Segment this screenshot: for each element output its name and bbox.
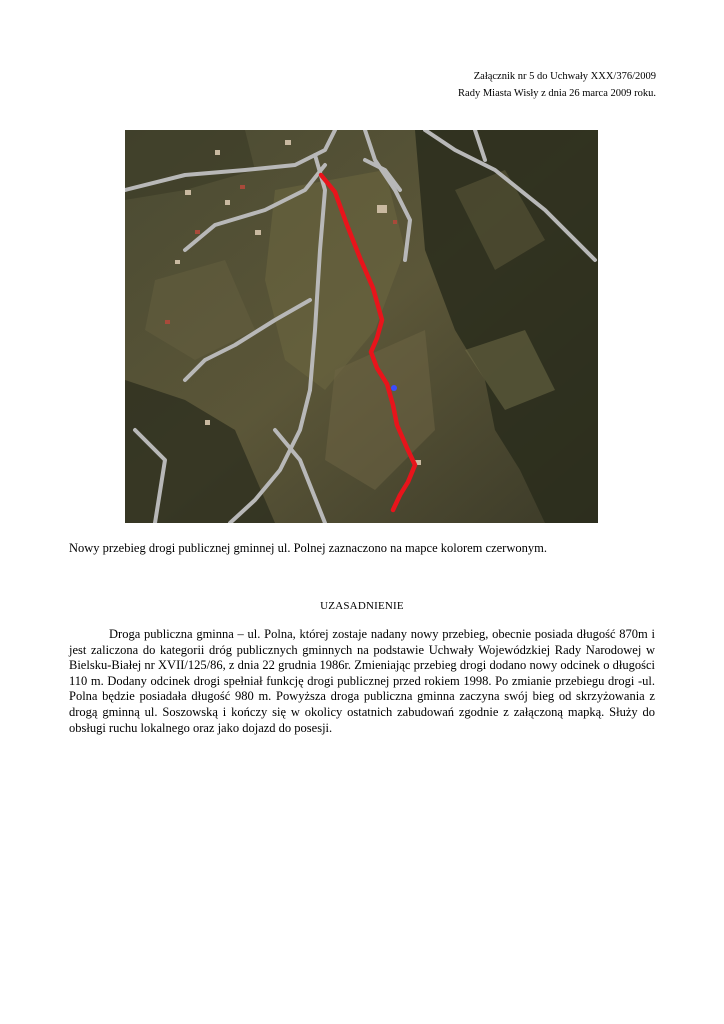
- attachment-line: Załącznik nr 5 do Uchwały XXX/376/2009: [473, 71, 656, 82]
- location-marker-icon: [391, 385, 397, 391]
- document-header: [336, 68, 656, 102]
- map-caption: Nowy przebieg drogi publicznej gminnej ul. Polnej zaznaczono na mapce kolorem czerwonym.: [69, 541, 547, 555]
- section-title: UZASADNIENIE: [320, 600, 404, 612]
- council-date-line: Rady Miasta Wisły z dnia 26 marca 2009 roku.: [458, 88, 656, 99]
- satellite-map: [125, 130, 598, 523]
- map-image: [125, 130, 598, 523]
- justification-paragraph: Droga publiczna gminna – ul. Polna, której zostaje nadany nowy przebieg, obecnie posiada długość 870m i jest zaliczona do kategorii dróg publicznych gminnych na podstawie Uchwały Wojewódzkiej Rady Narodowej w Bielsku-Białej nr XVII/125/86, z dnia 22 grudnia 1986r. Zmieniając przebieg drogi dodano nowy odcinek o długości 110 m. Dodany odcinek drogi spełniał funkcję drogi publicznej przed rokiem 1998. Po zmianie przebiegu drogi -ul. Polna będzie posiadała długość 980 m. Powyższa droga publiczna gminna zaczyna swój bieg od skrzyżowania z drogą gminną ul. Soszowską i kończy się w okolicy ostatnich zabudowań zgodnie z załączoną mapką. Służy do obsługi ruchu lokalnego oraz jako dojazd do posesji.: [69, 627, 655, 735]
